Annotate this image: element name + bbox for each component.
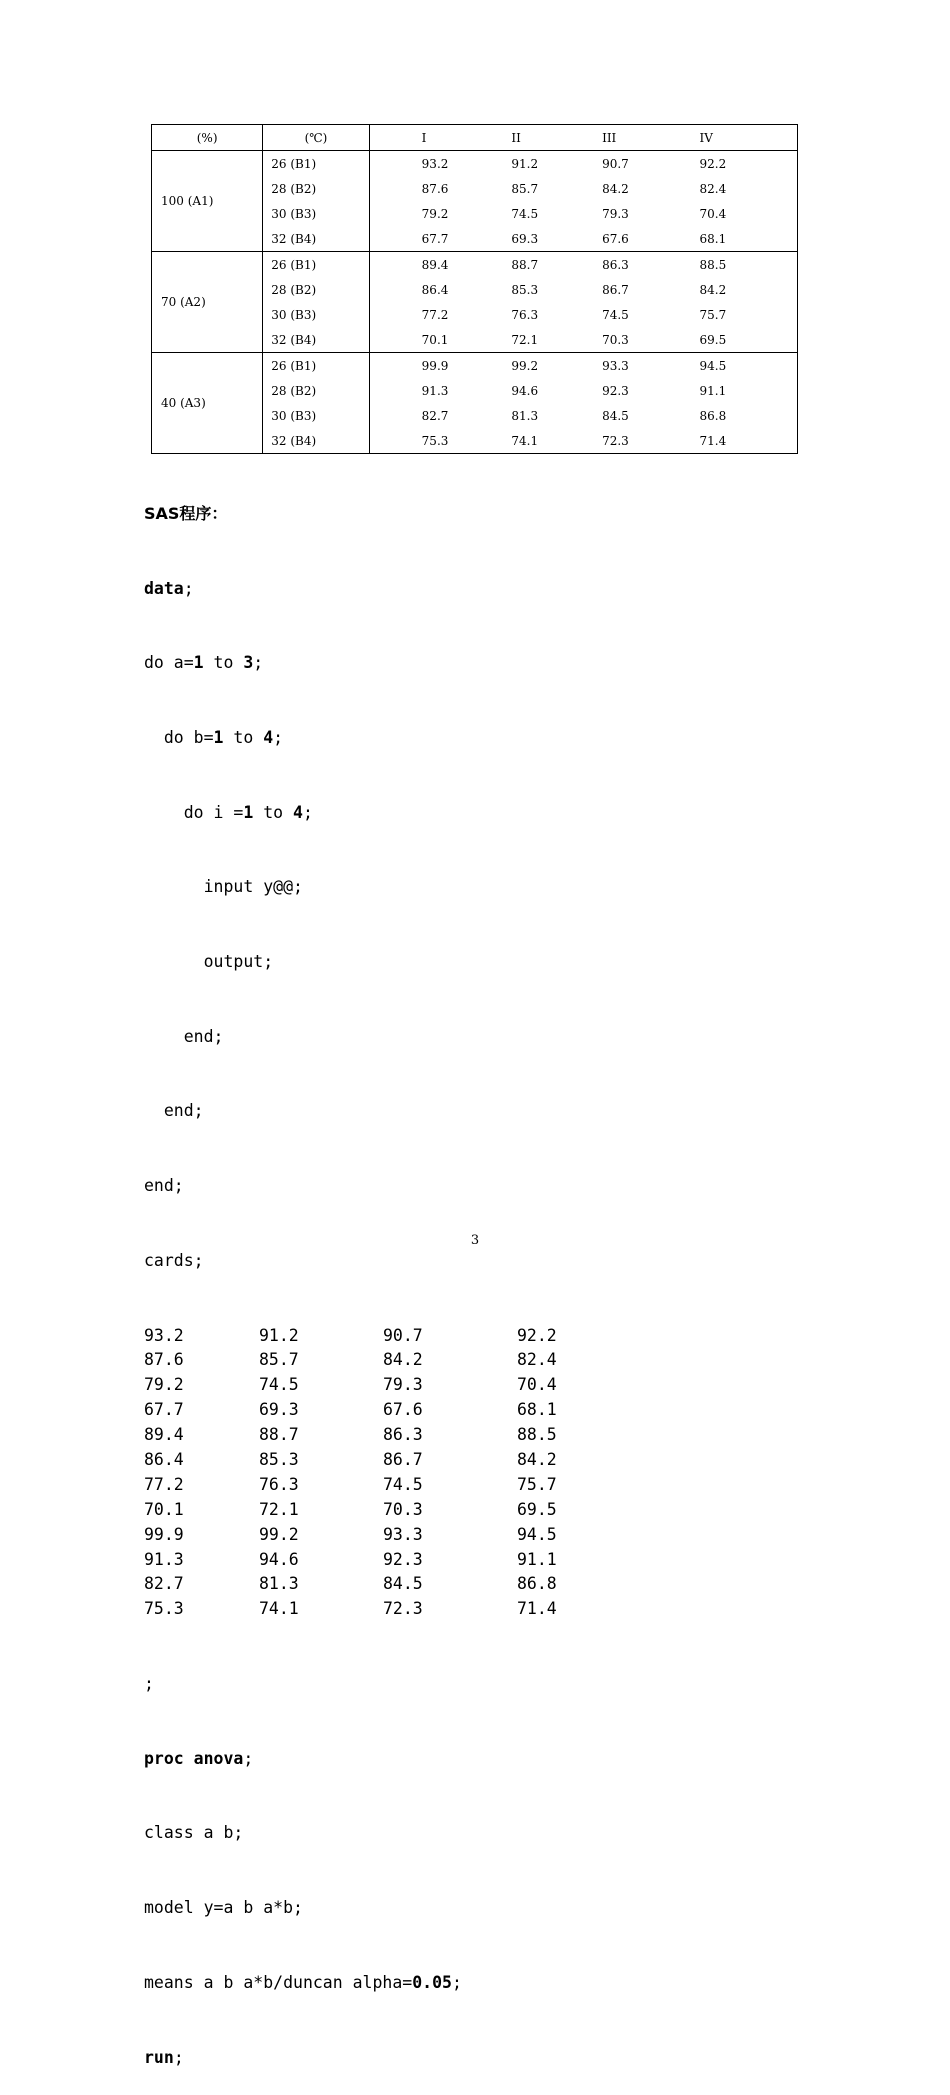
value-cell: 92.2 <box>700 151 798 177</box>
value-cell: 79.2 <box>421 206 449 221</box>
cards-row <box>144 1324 557 1349</box>
value-cell: 84.2 <box>602 181 629 196</box>
cards-value: 99.2 <box>259 1524 299 1544</box>
cards-value: 74.1 <box>259 1599 299 1619</box>
code-line-cards-end: ; <box>144 1674 154 1694</box>
code-heading: SAS程序： <box>144 503 228 523</box>
loop-i-post: ; <box>302 802 313 822</box>
cards-value: 74.5 <box>259 1375 299 1395</box>
cards-value: 70.3 <box>383 1499 423 1519</box>
proc-keyword: proc anova <box>144 1748 244 1768</box>
loop-a-pre: do a= <box>144 653 194 673</box>
cards-value: 72.3 <box>383 1599 423 1619</box>
code-line-loop-b <box>144 726 462 751</box>
cards-row <box>144 1498 557 1523</box>
cards-value: 82.4 <box>517 1350 557 1370</box>
cards-value: 92.3 <box>383 1549 423 1569</box>
code-line-end-mid: end; <box>144 1101 204 1121</box>
code-line-end-outer: end; <box>144 1176 184 1196</box>
code-line-loop-i <box>144 801 462 826</box>
cards-value: 70.4 <box>517 1375 557 1395</box>
run-keyword: run <box>144 2047 174 2067</box>
loop-a-post: ; <box>253 653 264 673</box>
cards-row <box>144 1423 557 1448</box>
loop-b-from: 1 <box>213 727 224 747</box>
table-header-row <box>152 125 798 151</box>
cards-value: 89.4 <box>144 1425 184 1445</box>
temperature-cell: 30 (B3) <box>263 201 369 226</box>
loop-i-to-keyword: to <box>253 802 294 822</box>
value-cell: 92.3 <box>602 383 629 398</box>
concentration-cell: 70 (A2) <box>152 252 263 353</box>
cards-row <box>144 1348 557 1373</box>
code-line-output: output; <box>144 952 274 972</box>
cards-value: 86.3 <box>383 1425 423 1445</box>
value-cell: 86.7 <box>602 282 629 297</box>
value-cell: 86.3 <box>602 252 699 278</box>
cards-value: 94.5 <box>517 1524 557 1544</box>
cards-value: 93.2 <box>144 1325 184 1345</box>
cards-value: 90.7 <box>383 1325 423 1345</box>
loop-a-to-keyword: to <box>203 653 244 673</box>
cards-value: 93.3 <box>383 1524 423 1544</box>
loop-i-pre: do i = <box>144 802 244 822</box>
cards-value: 88.7 <box>259 1425 299 1445</box>
value-cell: 67.6 <box>602 226 699 252</box>
loop-a-from: 1 <box>193 653 204 673</box>
cards-value: 76.3 <box>259 1474 299 1494</box>
page-number: 3 <box>470 1233 480 1248</box>
loop-b-to-keyword: to <box>223 727 264 747</box>
cards-value: 69.3 <box>259 1400 299 1420</box>
header-rep-4: IV <box>700 125 798 151</box>
value-cell: 91.1 <box>700 378 798 403</box>
value-cell: 77.2 <box>421 307 449 322</box>
cards-value: 86.7 <box>383 1450 423 1469</box>
cards-value: 92.2 <box>517 1325 557 1345</box>
value-cell: 91.3 <box>421 383 449 398</box>
value-cell: 89.4 <box>369 252 511 278</box>
cards-row <box>144 1473 557 1498</box>
value-cell: 76.3 <box>511 307 539 322</box>
loop-b-post: ; <box>273 727 284 747</box>
value-cell: 70.3 <box>602 327 699 353</box>
value-cell: 86.4 <box>421 282 449 297</box>
value-cell: 70.1 <box>369 327 511 353</box>
temperature-cell: 30 (B3) <box>263 403 369 428</box>
means-pre: means a b a*b/duncan alpha= <box>144 1972 413 1992</box>
header-rep-2: II <box>511 125 602 151</box>
header-rep-3: III <box>602 125 699 151</box>
value-cell: 67.7 <box>369 226 511 252</box>
temperature-cell: 26 (B1) <box>263 252 369 278</box>
code-line-class: class a b; <box>144 1823 244 1843</box>
temperature-cell: 28 (B2) <box>263 277 369 302</box>
value-cell: 86.8 <box>700 403 798 428</box>
cards-value: 71.4 <box>517 1599 557 1619</box>
value-cell: 82.4 <box>700 176 798 201</box>
value-cell: 88.7 <box>511 252 602 278</box>
code-line-input: input y@@; <box>144 877 303 897</box>
cards-row <box>144 1572 557 1597</box>
loop-b-to: 4 <box>263 727 274 747</box>
value-cell: 72.3 <box>602 428 699 454</box>
means-alpha: 0.05 <box>412 1972 452 1992</box>
temperature-cell: 32 (B4) <box>263 428 369 454</box>
cards-value: 81.3 <box>259 1574 299 1594</box>
cards-value: 72.1 <box>259 1499 299 1519</box>
code-line-means <box>144 1971 462 1996</box>
value-cell: 85.3 <box>511 282 539 297</box>
cards-row <box>144 1448 557 1473</box>
code-line-data <box>144 577 462 602</box>
concentration-cell: 40 (A3) <box>152 353 263 454</box>
code-line-loop-a <box>144 651 462 676</box>
cards-value: 75.3 <box>144 1599 184 1619</box>
code-line-run <box>144 2046 462 2071</box>
value-cell: 79.3 <box>602 206 629 221</box>
value-cell: 90.7 <box>602 151 699 177</box>
cards-row <box>144 1523 557 1548</box>
semicolon: ; <box>183 578 194 598</box>
cards-value: 91.1 <box>517 1549 557 1569</box>
value-cell: 72.1 <box>511 327 602 353</box>
cards-value: 79.2 <box>144 1375 184 1395</box>
loop-b-pre: do b= <box>144 727 214 747</box>
code-line-end-inner: end; <box>144 1026 224 1046</box>
loop-i-to: 4 <box>293 802 303 822</box>
temperature-cell: 28 (B2) <box>263 176 369 201</box>
value-cell: 93.2 <box>369 151 511 177</box>
value-cell: 69.5 <box>700 327 798 353</box>
semicolon: ; <box>243 1748 254 1768</box>
value-cell: 68.1 <box>700 226 798 252</box>
value-cell: 69.3 <box>511 226 602 252</box>
cards-value: 91.2 <box>259 1325 299 1345</box>
concentration-cell: 100 (A1) <box>152 151 263 252</box>
header-percent: (%) <box>152 125 263 151</box>
value-cell: 75.3 <box>369 428 511 454</box>
cards-value: 67.6 <box>383 1400 423 1420</box>
header-rep-1: I <box>369 125 511 151</box>
means-post: ; <box>451 1972 462 1992</box>
cards-value: 75.7 <box>517 1474 557 1494</box>
sas-code-block <box>144 452 557 2095</box>
cards-row <box>144 1597 557 1622</box>
cards-value: 99.9 <box>144 1524 184 1544</box>
cards-row <box>144 1398 557 1423</box>
code-line-cards: cards; <box>144 1250 204 1270</box>
cards-value: 94.6 <box>259 1549 299 1569</box>
cards-value: 84.2 <box>383 1350 423 1370</box>
data-table <box>151 124 798 454</box>
cards-value: 69.5 <box>517 1499 557 1519</box>
value-cell: 94.5 <box>700 353 798 379</box>
cards-value: 86.8 <box>517 1574 557 1594</box>
table-row <box>152 252 798 278</box>
value-cell: 84.5 <box>602 408 629 423</box>
temperature-cell: 26 (B1) <box>263 151 369 177</box>
cards-data <box>144 1324 557 1623</box>
cards-value: 88.5 <box>517 1425 557 1445</box>
value-cell: 88.5 <box>700 252 798 278</box>
temperature-cell: 28 (B2) <box>263 378 369 403</box>
value-cell: 81.3 <box>511 408 539 423</box>
cards-value: 86.4 <box>144 1450 184 1469</box>
table-row <box>152 151 798 177</box>
cards-value: 67.7 <box>144 1400 184 1420</box>
cards-value: 74.5 <box>383 1474 423 1494</box>
cards-value: 91.3 <box>144 1549 184 1569</box>
header-temperature: (℃) <box>263 125 369 151</box>
value-cell: 85.7 <box>511 181 539 196</box>
value-cell: 94.6 <box>511 383 539 398</box>
loop-a-to: 3 <box>243 653 254 673</box>
value-cell: 70.4 <box>700 201 798 226</box>
temperature-cell: 32 (B4) <box>263 226 369 252</box>
value-cell: 71.4 <box>700 428 798 454</box>
code-line-model: model y=a b a*b; <box>144 1898 303 1918</box>
temperature-cell: 32 (B4) <box>263 327 369 353</box>
value-cell: 74.1 <box>511 428 602 454</box>
temperature-cell: 26 (B1) <box>263 353 369 379</box>
value-cell: 93.3 <box>602 353 699 379</box>
value-cell: 82.7 <box>421 408 449 423</box>
cards-value: 70.1 <box>144 1499 184 1519</box>
cards-value: 85.3 <box>259 1450 299 1469</box>
cards-value: 79.3 <box>383 1375 423 1395</box>
cards-value: 77.2 <box>144 1474 184 1494</box>
run-post: ; <box>173 2047 184 2067</box>
temperature-cell: 30 (B3) <box>263 302 369 327</box>
cards-row <box>144 1373 557 1398</box>
code-line-proc <box>144 1747 462 1772</box>
cards-value: 84.2 <box>517 1450 557 1469</box>
value-cell: 75.7 <box>700 302 798 327</box>
data-keyword: data <box>144 578 184 598</box>
value-cell: 87.6 <box>421 181 449 196</box>
value-cell: 99.9 <box>369 353 511 379</box>
loop-i-from: 1 <box>243 802 254 822</box>
cards-row <box>144 1548 557 1573</box>
cards-value: 68.1 <box>517 1400 557 1420</box>
value-cell: 99.2 <box>511 353 602 379</box>
value-cell: 91.2 <box>511 151 602 177</box>
table-row <box>152 353 798 379</box>
cards-value: 87.6 <box>144 1350 184 1370</box>
cards-value: 85.7 <box>259 1350 299 1370</box>
cards-value: 82.7 <box>144 1574 184 1594</box>
value-cell: 74.5 <box>511 206 539 221</box>
value-cell: 84.2 <box>700 277 798 302</box>
cards-value: 84.5 <box>383 1574 423 1594</box>
value-cell: 74.5 <box>602 307 629 322</box>
